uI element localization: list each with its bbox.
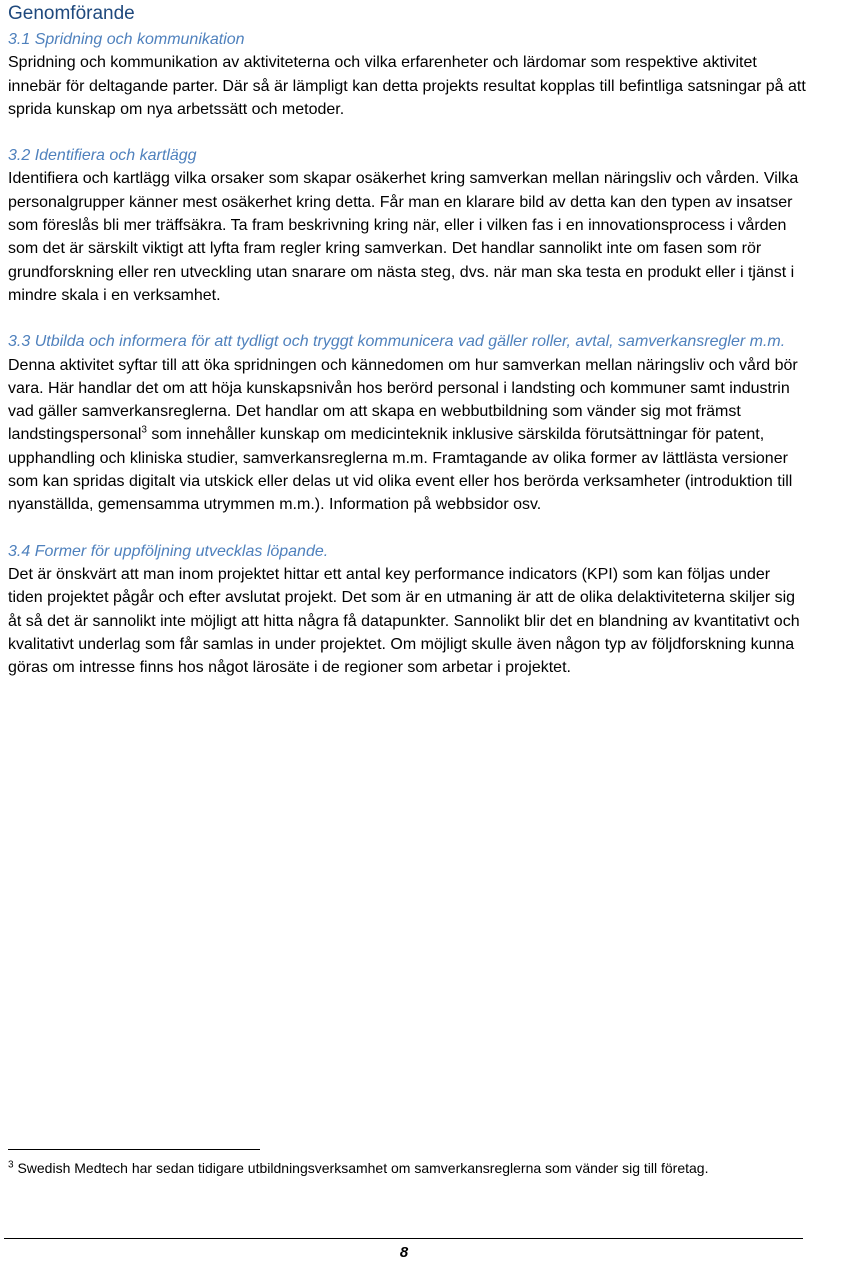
footnote [8,1157,808,1179]
section-heading: 3.4 Former för uppföljning utvecklas löpande. [8,542,329,560]
page-title: Genomförande [8,3,135,24]
document-page [8,0,808,702]
section-3-3 [8,330,808,516]
section-body: Identifiera och kartlägg vilka orsaker som skapar osäkerhet kring samverkan mellan näringsliv och vården. Vilka personalgrupper känner mest osäkerhet kring detta. Får man en klarare bild av detta kan den typen av insatser som föreslås bli mer träffsäkra. Ta fram beskrivning kring när, eller i vilken fas i en innovationsprocess i vården som det är särskilt viktigt att lyfta fram regler kring samverkan. Det handlar sannolikt inte om fasen som rör grundforskning eller ren utveckling utan snarare om nästa steg, dvs. när man ska testa en produkt eller i tjänst i mindre skala i en verksamhet. [8,170,799,304]
section-body [8,354,808,517]
section-3-4 [8,540,808,680]
section-body: Det är önskvärt att man inom projektet hittar ett antal key performance indicators (KPI) som kan följas under tiden projektet pågår och efter avslutat projekt. Det som är en utmaning är att de olika delaktiviteterna skiljer sig åt så det är sannolikt inte möjligt att hitta några få datapunkter. Sannolikt blir det en blandning av kvantitativt och kvalitativt underlag som får samlas in under projektet. Om möjligt skulle även någon typ av följdforskning kunna göras om intresse finns hos något lärosäte i de regioner som arbetar i projektet. [8,565,800,677]
section-heading: 3.2 Identifiera och kartlägg [8,147,197,165]
section-body: Spridning och kommunikation av aktiviteterna och vilka erfarenheter och lärdomar som respektive aktivitet innebär för deltagande parter. Där så är lämpligt kan detta projekts resultat kopplas till befintliga satsningar på att sprida kunskap om nya arbetssätt och metoder. [8,54,806,118]
section-3-1 [8,28,808,121]
section-heading: 3.3 Utbilda och informera för att tydligt och tryggt kommunicera vad gäller roller, avtal, samverkansregler m.m. [8,333,786,351]
footnote-text: Swedish Medtech har sedan tidigare utbildningsverksamhet om samverkansreglerna som vänder sig till företag. [13,1160,709,1176]
section-heading: 3.1 Spridning och kommunikation [8,31,245,48]
section-3-2 [8,144,808,307]
footnote-reference[interactable]: 3 [141,425,147,437]
footer-separator [4,1238,803,1239]
body-text-part: Denna aktivitet syftar till att öka spridningen och kännedomen om hur samverkan mellan näringsliv och vård bör vara. Här handlar det om att höja kunskapsnivån hos berörd personal i landsting och kommuner samt industrin vad gäller samverkansreglerna. Det handlar om att skapa en webbutbildning som vänder sig mot främst landstingspersonal [8,356,798,444]
footnote-separator [8,1149,260,1150]
footnote-marker: 3 [8,1159,14,1171]
body-text-part: som innehåller kunskap om medicinteknik inklusive särskilda förutsättningar för patent, upphandling och kliniska studier, samverkansreglerna m.m. Framtagande av olika former av lättlästa versioner som kan spridas digitalt via utskick eller delas ut vid olika event eller hos berörda verksamheter (introduktion till nyanställda, gemensamma utrymmen m.m.). Information på webbsidor osv. [8,426,793,514]
page-number: 8 [399,1244,409,1261]
